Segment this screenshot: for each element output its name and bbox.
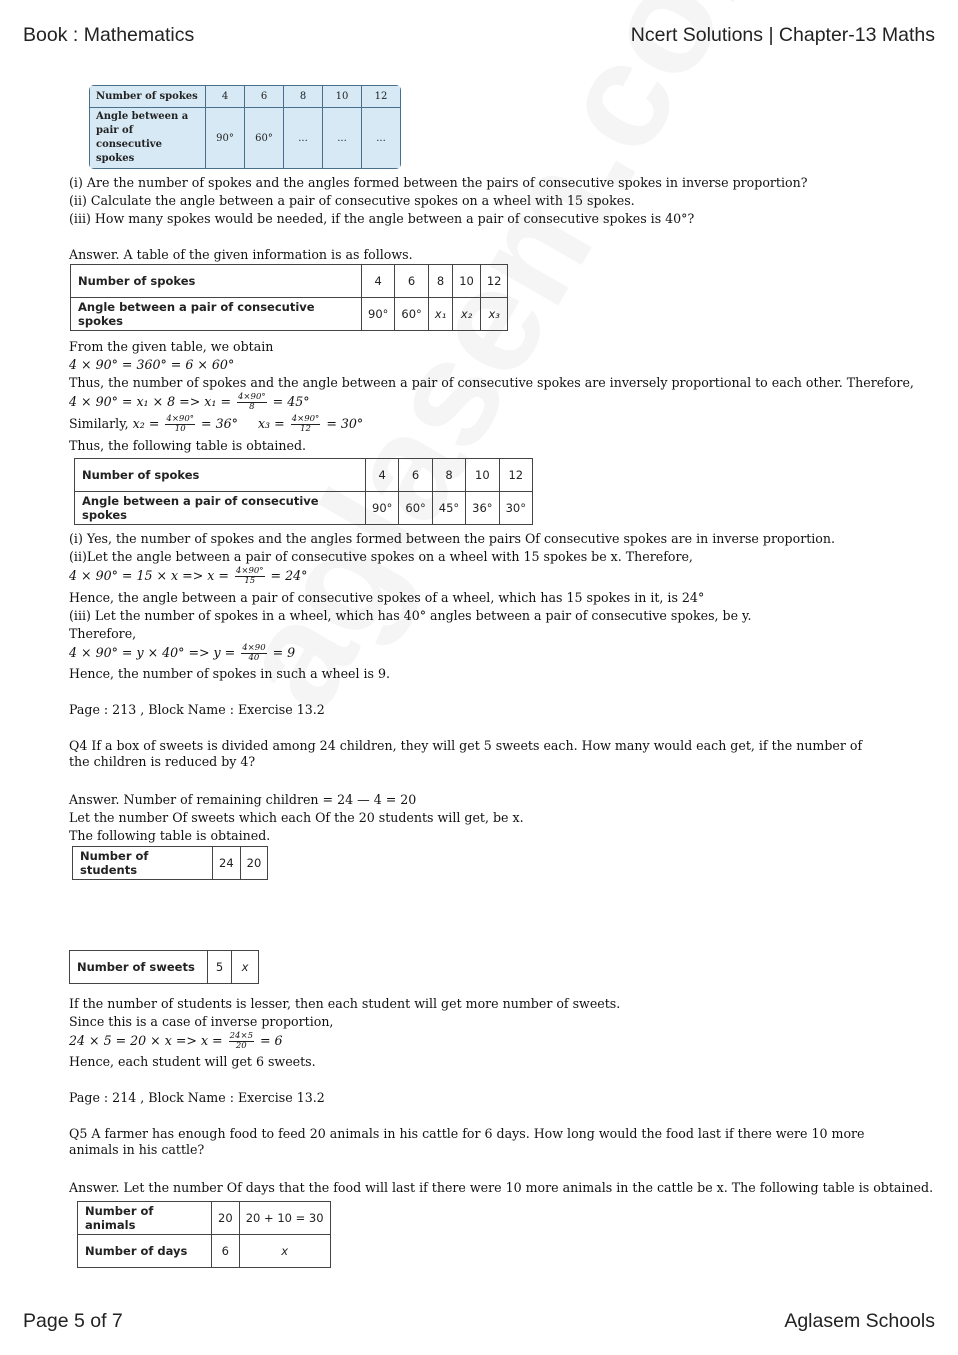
inverse-statement: Thus, the number of spokes and the angle between a pair of consecutive spokes are inversely proportional to each other. Therefore, xyxy=(69,375,914,390)
table-header-cell: Number of spokes xyxy=(75,459,366,492)
table-cell: ... xyxy=(323,108,362,169)
footer-brand: Aglasem Schools xyxy=(784,1310,935,1332)
question-5: Q5 A farmer has enough food to feed 20 animals in his cattle for 6 days. How long would the food last if there were 10 more animals in his cattle? xyxy=(69,1126,865,1157)
fraction-numerator: 4×90° xyxy=(291,414,320,424)
table-header-cell: Number of spokes xyxy=(90,86,206,108)
table-row xyxy=(78,1235,331,1268)
fraction-numerator: 24×5 xyxy=(229,1031,253,1041)
table-header-cell: Angle between a pair of consecutive spokes xyxy=(90,108,206,169)
table-header-cell: Angle between a pair of consecutive spokes xyxy=(71,298,362,331)
book-spokes-table xyxy=(89,85,401,169)
given-info-table xyxy=(70,264,508,331)
table-cell: x xyxy=(232,951,259,984)
table-cell: 10 xyxy=(453,265,481,298)
table-cell: x₁ xyxy=(428,298,452,331)
equation-text: 4 × 90° = x₁ × 8 => x₁ = xyxy=(69,394,231,409)
answer-iii: (iii) Let the number of spokes in a wheel, which has 40° angles between a pair of consecutive spokes, be y. xyxy=(69,608,752,623)
equation-text: x₃ = xyxy=(257,416,285,431)
table-cell: 90° xyxy=(366,492,399,525)
hence-ii: Hence, the angle between a pair of consecutive spokes of a wheel, which has 15 spokes in it, is 24° xyxy=(69,590,705,605)
table-cell: 20 + 10 = 30 xyxy=(239,1202,330,1235)
question-ii: (ii) Calculate the angle between a pair of consecutive spokes on a wheel with 15 spokes. xyxy=(69,193,635,208)
table-cell: 12 xyxy=(480,265,508,298)
q4-answer-5: Since this is a case of inverse proportion, xyxy=(69,1014,334,1029)
table-cell: 4 xyxy=(366,459,399,492)
equation-text: = 9 xyxy=(272,645,296,660)
header-book-title: Book : Mathematics xyxy=(23,24,195,46)
table-header-cell: Number of spokes xyxy=(71,265,362,298)
fraction-denominator: 20 xyxy=(235,1041,247,1051)
page-ref-213: Page : 213 , Block Name : Exercise 13.2 xyxy=(69,702,325,717)
table-cell: 20 xyxy=(240,847,268,880)
equation-text: = 6 xyxy=(260,1033,283,1048)
fraction-denominator: 8 xyxy=(249,402,255,412)
fraction-numerator: 4×90° xyxy=(166,414,195,424)
similarly-text: Similarly, xyxy=(69,416,129,431)
q4-equation xyxy=(69,1032,283,1051)
table-cell: x xyxy=(239,1235,330,1268)
equation-text: = 45° xyxy=(272,394,310,409)
table-cell: 60° xyxy=(395,298,428,331)
animals-table xyxy=(77,1201,331,1268)
table-row xyxy=(78,1202,331,1235)
fraction xyxy=(235,567,265,586)
students-table xyxy=(72,846,268,880)
table-row xyxy=(90,86,401,108)
table-header-cell: Number of days xyxy=(78,1235,212,1268)
table-cell: 6 xyxy=(395,265,428,298)
equation-text: = 30° xyxy=(326,416,364,431)
question-4: Q4 If a box of sweets is divided among 24 children, they will get 5 sweets each. How many would each get, if the number of the children is reduced by 4? xyxy=(69,738,863,769)
table-cell: 60° xyxy=(399,492,432,525)
table-cell: 8 xyxy=(428,265,452,298)
table-cell: 24 xyxy=(213,847,241,880)
table-cell: 12 xyxy=(499,459,532,492)
footer-page-number: Page 5 of 7 xyxy=(23,1310,123,1332)
table-cell: 45° xyxy=(432,492,465,525)
q5-answer-1: Answer. Let the number Of days that the food will last if there were 10 more animals in the cattle be x. The following table is obtained. xyxy=(69,1180,934,1195)
table-cell: 6 xyxy=(245,86,284,108)
answer-i: (i) Yes, the number of spokes and the angles formed between the pairs Of consecutive spokes are in inverse proportion. xyxy=(69,531,835,546)
table-header-cell: Number of animals xyxy=(78,1202,212,1235)
table-cell: 30° xyxy=(499,492,532,525)
table-cell: 90° xyxy=(206,108,245,169)
table-cell: 8 xyxy=(284,86,323,108)
table-header-cell: Number of students xyxy=(73,847,213,880)
table-cell: ... xyxy=(362,108,401,169)
equation-text: 4 × 90° = y × 40° => y = xyxy=(69,645,236,660)
fraction xyxy=(291,415,321,434)
thus-table-text: Thus, the following table is obtained. xyxy=(69,438,307,453)
table-cell: 36° xyxy=(466,492,499,525)
table-header-cell: Number of sweets xyxy=(70,951,208,984)
table-cell: 10 xyxy=(323,86,362,108)
table-cell: x₃ xyxy=(480,298,508,331)
equation-text: 4 × 90° = 15 × x => x = xyxy=(69,568,229,583)
table-row xyxy=(90,108,401,169)
hence-iii: Hence, the number of spokes in such a wheel is 9. xyxy=(69,666,391,681)
q4-answer-4: If the number of students is lesser, then each student will get more number of sweets. xyxy=(69,996,621,1011)
table-cell: 90° xyxy=(362,298,395,331)
result-spokes-table xyxy=(74,458,533,525)
table-cell: ... xyxy=(284,108,323,169)
equation-text: 24 × 5 = 20 × x => x = xyxy=(69,1033,223,1048)
fraction-denominator: 15 xyxy=(244,576,256,586)
q4-answer-6: Hence, each student will get 6 sweets. xyxy=(69,1054,316,1069)
table-cell: 60° xyxy=(245,108,284,169)
table-row xyxy=(75,492,533,525)
table-cell: 10 xyxy=(466,459,499,492)
fraction-denominator: 40 xyxy=(248,653,260,663)
fraction-numerator: 4×90° xyxy=(235,566,264,576)
table-cell: 5 xyxy=(208,951,232,984)
equation-2 xyxy=(69,393,310,412)
from-table-text: From the given table, we obtain xyxy=(69,339,274,354)
question-i: (i) Are the number of spokes and the angles formed between the pairs of consecutive spokes in inverse proportion? xyxy=(69,175,808,190)
header-chapter-title: Ncert Solutions | Chapter-13 Maths xyxy=(630,24,935,46)
fraction-denominator: 12 xyxy=(300,424,311,434)
table-cell: 20 xyxy=(212,1202,240,1235)
fraction-denominator: 10 xyxy=(174,424,186,434)
equation-text: = 24° xyxy=(270,568,308,583)
table-row xyxy=(70,951,259,984)
equation-3 xyxy=(69,415,363,434)
sweets-table xyxy=(69,950,259,984)
table-row xyxy=(71,298,508,331)
answer-intro: Answer. A table of the given information is as follows. xyxy=(69,247,413,262)
table-row xyxy=(71,265,508,298)
question-iii: (iii) How many spokes would be needed, if the angle between a pair of consecutive spokes is 40°? xyxy=(69,211,695,226)
answer-ii: (ii)Let the angle between a pair of consecutive spokes on a wheel with 15 spokes be x. Therefore, xyxy=(69,549,693,564)
fraction-numerator: 4×90 xyxy=(242,643,266,653)
table-cell: 8 xyxy=(432,459,465,492)
table-row xyxy=(73,847,268,880)
table-cell: 6 xyxy=(399,459,432,492)
q4-answer-2: Let the number Of sweets which each Of the 20 students will get, be x. xyxy=(69,810,524,825)
equation-text: x₂ = xyxy=(132,416,160,431)
fraction xyxy=(229,1032,254,1051)
table-cell: x₂ xyxy=(453,298,481,331)
fraction-numerator: 4×90° xyxy=(238,392,266,402)
equation-1: 4 × 90° = 360° = 6 × 60° xyxy=(69,357,235,372)
table-cell: 4 xyxy=(362,265,395,298)
q4-answer-3: The following table is obtained. xyxy=(69,828,271,843)
fraction xyxy=(241,644,266,663)
table-cell: 12 xyxy=(362,86,401,108)
equation-6 xyxy=(69,644,295,663)
table-cell: 4 xyxy=(206,86,245,108)
fraction xyxy=(165,415,195,434)
page-ref-214: Page : 214 , Block Name : Exercise 13.2 xyxy=(69,1090,325,1105)
fraction xyxy=(237,393,267,412)
table-row xyxy=(75,459,533,492)
equation-5 xyxy=(69,567,307,586)
q4-answer-1: Answer. Number of remaining children = 24 — 4 = 20 xyxy=(69,792,417,807)
table-cell: 6 xyxy=(212,1235,240,1268)
table-header-cell: Angle between a pair of consecutive spokes xyxy=(75,492,366,525)
equation-text: = 36° xyxy=(201,416,238,431)
therefore-text: Therefore, xyxy=(69,626,137,641)
